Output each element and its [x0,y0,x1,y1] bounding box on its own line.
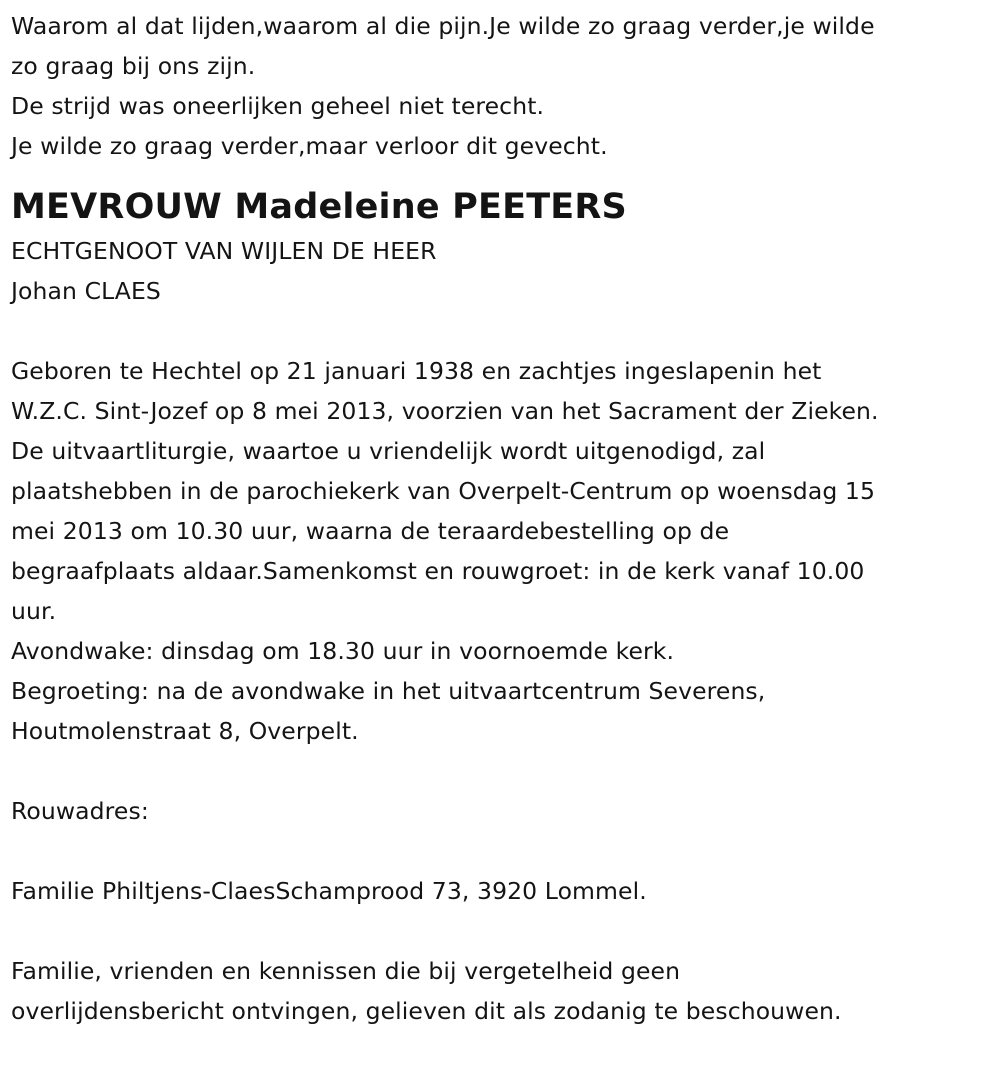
closing-line: Familie, vrienden en kennissen die bij vergetelheid geen [11,957,681,985]
closing-note [11,951,989,1031]
details-line: plaatshebben in de parochiekerk van Overpelt-Centrum op woensdag 15 [11,477,876,505]
details-line: mei 2013 om 10.30 uur, waarna de teraardebestelling op de [11,517,730,545]
poem-line: zo graag bij ons zijn. [11,52,256,80]
details-line: De uitvaartliturgie, waartoe u vriendelijk wordt uitgenodigd, zal [11,437,766,465]
poem [11,6,989,166]
address-label: Rouwadres: [11,797,149,825]
details-line: Begroeting: na de avondwake in het uitvaartcentrum Severens, [11,677,766,705]
details-line: Houtmolenstraat 8, Overpelt. [11,717,359,745]
spacer [11,751,989,791]
poem-line: Waarom al dat lijden,waarom al die pijn.Je wilde zo graag verder,je wilde [11,12,875,40]
address-value: Familie Philtjens-ClaesSchamprood 73, 3920 Lommel. [11,877,647,905]
details-line: uur. [11,597,57,625]
details-line: Avondwake: dinsdag om 18.30 uur in voornoemde kerk. [11,637,675,665]
spacer [11,831,989,871]
closing-line: overlijdensbericht ontvingen, gelieven dit als zodanig te beschouwen. [11,997,842,1025]
details-line: begraafplaats aldaar.Samenkomst en rouwgroet: in de kerk vanaf 10.00 [11,557,865,585]
spacer [11,911,989,951]
funeral-details [11,351,989,751]
details-line: Geboren te Hechtel op 21 januari 1938 en zachtjes ingeslapenin het [11,357,822,385]
spacer [11,311,989,351]
relation-text: ECHTGENOOT VAN WIJLEN DE HEER [11,237,437,265]
deceased-name: MEVROUW Madeleine PEETERS [11,187,627,227]
spouse-name: Johan CLAES [11,277,161,305]
poem-line: De strijd was oneerlijken geheel niet terecht. [11,92,545,120]
poem-line: Je wilde zo graag verder,maar verloor dit gevecht. [11,132,608,160]
details-line: W.Z.C. Sint-Jozef op 8 mei 2013, voorzien van het Sacrament der Zieken. [11,397,879,425]
